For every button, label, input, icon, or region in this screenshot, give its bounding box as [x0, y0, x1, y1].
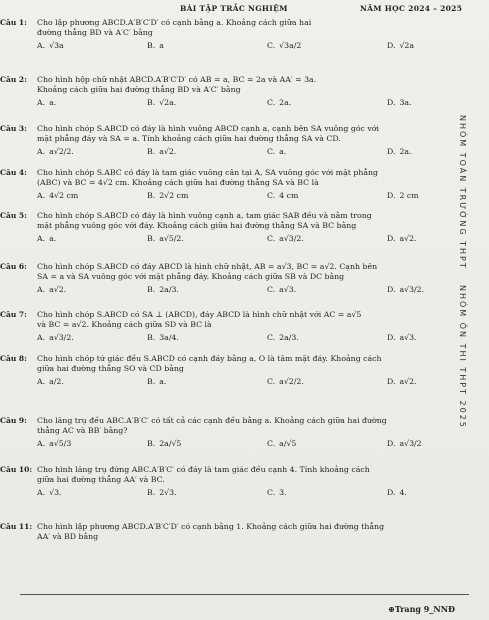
answer-option[interactable] [267, 191, 298, 201]
question-6 [0, 262, 447, 295]
option-label: D. [387, 234, 396, 243]
option-label: A. [37, 147, 46, 156]
option-text: a/2. [49, 377, 64, 386]
option-label: B. [147, 98, 156, 107]
question-4 [0, 168, 447, 201]
answer-option[interactable] [387, 285, 424, 295]
answer-option[interactable] [267, 285, 296, 295]
option-label: B. [147, 147, 156, 156]
question-text-line: Cho hình hộp chữ nhật ABCD.A′B′C′D′ có AB = a, BC = 2a và AA′ = 3a. [37, 75, 317, 84]
footer-divider [20, 594, 469, 595]
answer-option[interactable] [147, 147, 176, 157]
option-label: D. [387, 98, 396, 107]
question-text-line: Cho hình chóp tứ giác đều S.ABCD có cạnh đáy bằng a, O là tâm mặt đáy. Khoảng cách [37, 354, 382, 363]
option-label: B. [147, 377, 156, 386]
answer-option[interactable] [267, 234, 304, 244]
answer-option[interactable] [37, 41, 64, 51]
option-label: C. [267, 377, 276, 386]
question-number: Câu 7: [0, 310, 27, 319]
answer-option[interactable] [387, 439, 422, 449]
answer-option[interactable] [267, 488, 287, 498]
option-label: D. [387, 333, 396, 342]
option-label: C. [267, 191, 276, 200]
option-label: A. [37, 439, 46, 448]
question-number: Câu 2: [0, 75, 27, 84]
option-text: a√3/2. [49, 333, 74, 342]
answer-option[interactable] [387, 98, 412, 108]
answer-option[interactable] [147, 41, 164, 51]
question-number: Câu 9: [0, 416, 27, 425]
answer-option[interactable] [147, 234, 184, 244]
option-text: a√5/3 [49, 439, 72, 448]
answer-option[interactable] [37, 377, 64, 387]
question-number: Câu 6: [0, 262, 27, 271]
side-watermark-1: NHÓM TOÁN TRƯỜNG THPT [458, 115, 467, 270]
option-label: B. [147, 191, 156, 200]
option-text: 3a. [399, 98, 412, 107]
answer-option[interactable] [267, 377, 304, 387]
answer-options [37, 98, 447, 108]
answer-option[interactable] [387, 488, 407, 498]
answer-option[interactable] [147, 439, 181, 449]
question-text-line: Cho lăng trụ đều ABC.A′B′C′ có tất cả các cạnh đều bằng a. Khoảng cách giữa hai đường [37, 416, 387, 425]
answer-option[interactable] [147, 191, 188, 201]
option-label: C. [267, 98, 276, 107]
question-2 [0, 75, 447, 108]
question-text-line: (ABC) và BC = 4√2 cm. Khoảng cách giữa hai đường thẳng SA và BC là [37, 177, 319, 187]
option-label: C. [267, 333, 276, 342]
answer-option[interactable] [387, 333, 417, 343]
question-9 [0, 416, 447, 449]
option-label: A. [37, 41, 46, 50]
question-7 [0, 310, 447, 343]
option-label: D. [387, 488, 396, 497]
answer-option[interactable] [37, 285, 66, 295]
worksheet-title: BÀI TẬP TRẮC NGHIỆM [180, 4, 288, 13]
option-label: B. [147, 285, 156, 294]
answer-option[interactable] [387, 191, 419, 201]
option-label: B. [147, 41, 156, 50]
option-label: D. [387, 285, 396, 294]
option-label: C. [267, 41, 276, 50]
question-text-line: giữa hai đường thẳng SO và CD bằng [37, 363, 184, 373]
page-footer: ⊕Trang 9_NNĐ [388, 604, 455, 614]
answer-options [37, 488, 447, 498]
option-label: A. [37, 285, 46, 294]
option-label: C. [267, 439, 276, 448]
answer-options [37, 147, 447, 157]
answer-option[interactable] [147, 285, 179, 295]
question-text-line: Cho lập phương ABCD.A′B′C′D′ có cạnh bằng a. Khoảng cách giữa hai [37, 18, 312, 27]
answer-options [37, 234, 447, 244]
option-label: C. [267, 488, 276, 497]
option-text: a√3. [399, 333, 417, 342]
option-label: A. [37, 377, 46, 386]
question-number: Câu 5: [0, 211, 27, 220]
option-text: a. [279, 147, 287, 156]
option-text: 4√2 cm [49, 191, 79, 200]
option-label: A. [37, 234, 46, 243]
answer-option[interactable] [267, 41, 301, 51]
school-year: NĂM HỌC 2024 – 2025 [360, 4, 463, 13]
question-text-line: Cho hình lập phương ABCD.A′B′C′D′ có cạnh bằng 1. Khoảng cách giữa hai đường thẳng [37, 522, 385, 531]
question-number: Câu 8: [0, 354, 27, 363]
question-text-line: Khoảng cách giữa hai đường thẳng BD và A′C′ bằng [37, 84, 241, 94]
option-text: 4 cm [279, 191, 299, 200]
answer-option[interactable] [387, 234, 417, 244]
option-text: a√2. [49, 285, 67, 294]
question-text-line: Cho hình chóp S.ABCD có đáy là hình vuông ABCD cạnh a, cạnh bên SA vuông góc với [37, 124, 379, 133]
question-3 [0, 124, 447, 157]
option-label: B. [147, 333, 156, 342]
answer-option[interactable] [37, 439, 71, 449]
option-text: 3a/4. [159, 333, 179, 342]
question-number: Câu 1: [0, 18, 27, 27]
answer-option[interactable] [147, 377, 166, 387]
option-label: B. [147, 488, 156, 497]
option-text: a. [159, 377, 167, 386]
question-number: Câu 10: [0, 465, 33, 474]
answer-option[interactable] [267, 439, 296, 449]
option-label: D. [387, 41, 396, 50]
option-label: A. [37, 98, 46, 107]
option-label: D. [387, 191, 396, 200]
question-5 [0, 211, 447, 244]
option-text: √3. [49, 488, 62, 497]
answer-options [37, 191, 447, 201]
question-text-line: Cho hình chóp S.ABCD có SA ⊥ (ABCD), đáy ABCD là hình chữ nhật với AC = a√5 [37, 310, 362, 319]
answer-option[interactable] [267, 98, 291, 108]
answer-option[interactable] [37, 333, 74, 343]
question-text-line: Cho hình lăng trụ đứng ABC.A′B′C′ có đáy là tam giác đều cạnh 4. Tính khoảng cách [37, 465, 370, 474]
option-text: 2a/3. [159, 285, 179, 294]
answer-option[interactable] [37, 488, 62, 498]
option-text: 4. [399, 488, 407, 497]
answer-option[interactable] [37, 147, 74, 157]
question-text-line: Cho hình chóp S.ABC có đáy là tam giác vuông cân tại A, SA vuông góc với mặt phẳng [37, 168, 379, 177]
question-text-line: SA = a và SA vuông góc với mặt phẳng đáy. Khoảng cách giữa SB và DC bằng [37, 271, 345, 281]
answer-option[interactable] [37, 234, 56, 244]
question-text-line: và BC = a√2. Khoảng cách giữa SD và BC là [37, 319, 212, 329]
question-number: Câu 3: [0, 124, 27, 133]
option-text: a. [49, 98, 57, 107]
answer-option[interactable] [267, 333, 299, 343]
option-text: a [159, 41, 164, 50]
question-8 [0, 354, 447, 387]
option-text: √2a. [159, 98, 177, 107]
option-text: a√2. [399, 377, 417, 386]
question-text-line: Cho hình chóp S.ABCD có đáy ABCD là hình chữ nhật, AB = a√3, BC = a√2. Cạnh bên [37, 262, 378, 271]
question-10 [0, 465, 447, 498]
question-text-line: mặt phẳng đáy và SA = a. Tính khoảng cách giữa hai đường thẳng SA và CD. [37, 133, 341, 143]
option-text: √3a [49, 41, 64, 50]
answer-option[interactable] [147, 333, 179, 343]
option-text: √2a [399, 41, 415, 50]
answer-option[interactable] [267, 147, 286, 157]
option-text: a√2. [399, 234, 417, 243]
question-text-line: giữa hai đường thẳng AA′ và BC. [37, 474, 165, 484]
question-11 [0, 522, 447, 541]
answer-option[interactable] [37, 191, 78, 201]
option-text: a√3. [279, 285, 297, 294]
option-text: a. [49, 234, 57, 243]
answer-option[interactable] [147, 98, 176, 108]
option-text: 2√2 cm [159, 191, 189, 200]
option-text: 2 cm [399, 191, 419, 200]
option-label: B. [147, 234, 156, 243]
option-label: C. [267, 234, 276, 243]
option-text: a√2. [159, 147, 177, 156]
option-text: a√2/2. [279, 377, 304, 386]
option-text: a√3/2. [399, 285, 425, 294]
answer-options [37, 41, 447, 51]
question-number: Câu 11: [0, 522, 33, 531]
answer-options [37, 333, 447, 343]
option-text: a√2/2. [49, 147, 74, 156]
answer-option[interactable] [387, 147, 412, 157]
question-text-line: mặt phẳng vuông góc với đáy. Khoảng cách giữa hai đường thẳng SA và BC bằng [37, 220, 357, 230]
option-label: A. [37, 488, 46, 497]
option-text: a√3/2 [399, 439, 422, 448]
option-text: 2a/3. [279, 333, 299, 342]
question-text-line: Cho hình chóp S.ABCD có đáy là hình vuông cạnh a, tam giác SAB đều và nằm trong [37, 211, 372, 220]
question-1 [0, 18, 447, 51]
answer-options [37, 377, 447, 387]
answer-option[interactable] [387, 377, 417, 387]
option-text: a√5/2. [159, 234, 184, 243]
question-text-line: thẳng AC và BB′ bằng? [37, 425, 128, 435]
question-text-line: đường thẳng BD và A′C′ bằng [37, 27, 153, 37]
answer-option[interactable] [147, 488, 177, 498]
option-label: C. [267, 147, 276, 156]
answer-option[interactable] [387, 41, 414, 51]
option-label: C. [267, 285, 276, 294]
option-label: B. [147, 439, 156, 448]
option-label: A. [37, 333, 46, 342]
option-text: 2a/√5 [159, 439, 182, 448]
option-text: 3. [279, 488, 287, 497]
answer-options [37, 439, 447, 449]
option-label: D. [387, 147, 396, 156]
option-label: A. [37, 191, 46, 200]
option-text: a√3/2. [279, 234, 304, 243]
option-label: D. [387, 377, 396, 386]
answer-option[interactable] [37, 98, 56, 108]
side-watermark-2: NHÓM ÔN THI THPT 2025 [458, 285, 467, 429]
option-text: √3a/2 [279, 41, 302, 50]
option-text: 2a. [399, 147, 412, 156]
option-text: a/√5 [279, 439, 297, 448]
question-number: Câu 4: [0, 168, 27, 177]
question-text-line: AA′ và BD bằng [37, 531, 99, 541]
option-text: 2√3. [159, 488, 177, 497]
option-text: 2a. [279, 98, 292, 107]
answer-options [37, 285, 447, 295]
option-label: D. [387, 439, 396, 448]
